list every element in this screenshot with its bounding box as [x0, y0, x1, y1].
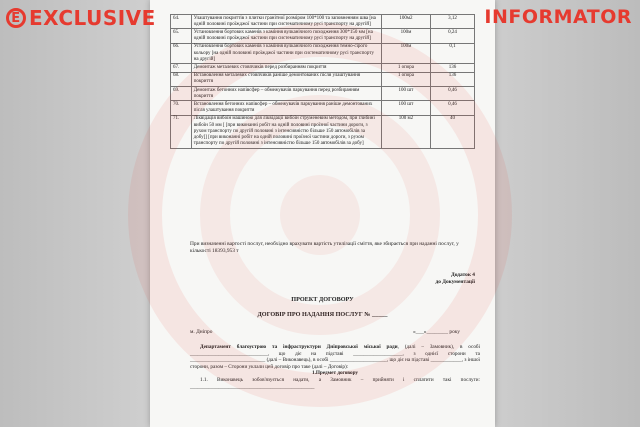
row-description: Установлення бортових каменів з каміння вулканічного походження 300*150 мм [на одній половині проїжджої частини при систематичному русі транспорту на другій] — [191, 29, 381, 43]
row-quantity: 0,24 — [430, 29, 474, 43]
row-unit: 100м — [381, 43, 430, 64]
disposal-note: При визначенні вартості послуг, необхідно врахувати вартість утилізації сміття, яке збирається при наданні послуг, у кількості 18393,953 т — [190, 241, 459, 254]
row-unit: 100 шт — [381, 87, 430, 101]
row-number: 65. — [171, 29, 192, 43]
row-number: 67. — [171, 64, 192, 72]
exclusive-label: EXCLUSIVE — [29, 6, 156, 30]
row-quantity: 0,46 — [430, 101, 474, 115]
annex-line-2: до Документації — [435, 279, 475, 285]
row-unit: 100м — [381, 29, 430, 43]
annex-line-1: Додаток 4 — [451, 272, 475, 278]
document-page — [150, 0, 495, 427]
table-row — [171, 72, 475, 86]
project-title: ПРОЕКТ ДОГОВОРУ — [291, 296, 354, 303]
row-quantity: 0,1 — [430, 43, 474, 64]
row-description: Улаштування покриттів з плитки гранітної розміром 100*100 та заповненням шва [на одній половині проїжджої частини при систематичному русі транспорту на другій] — [191, 15, 381, 29]
row-unit: 100 шт — [381, 101, 430, 115]
informator-logo: INFORMATOR — [484, 6, 632, 28]
table-row — [171, 101, 475, 115]
works-table — [170, 14, 475, 149]
customer-name: Департамент благоустрою та інфраструктури Дніпровської міської ради — [200, 344, 398, 350]
row-description: Встановлення металевих стовпчиків раніше демонтованих після улаштування покриття — [191, 72, 381, 86]
row-number: 68. — [171, 72, 192, 86]
row-number: 71. — [171, 115, 192, 148]
section-heading: 1.Предмет договору — [311, 370, 359, 377]
row-quantity: 136 — [430, 72, 474, 86]
row-description: Демонтаж металевих стовпчиків перед розбиранням покриття — [191, 64, 381, 72]
table-row — [171, 29, 475, 43]
clause-1-1: 1.1. Виконавець зобов'язується надати, а Замовник – прийняти і сплатити такі послуги: ________________________________________________ — [190, 376, 480, 390]
table-row — [171, 87, 475, 101]
contract-body — [190, 344, 480, 390]
row-unit: 100 м2 — [381, 115, 430, 148]
row-number: 70. — [171, 101, 192, 115]
row-description: Установлення бортових каменів з каміння вулканічного походження темно-сірого кольору [на одній половині проїжджої частини при систематичному русі транспорту на другій] — [191, 43, 381, 64]
date: «___»________ року — [412, 329, 460, 335]
row-description: Демонтаж бетонних напівсфер – обмежувачів паркування перед розбиранням покриття — [191, 87, 381, 101]
table-row — [171, 64, 475, 72]
city-date-line — [190, 329, 460, 335]
background-left — [0, 0, 175, 427]
row-unit: 1 опора — [381, 64, 430, 72]
table-row — [171, 43, 475, 64]
row-number: 66. — [171, 43, 192, 64]
row-quantity: 136 — [430, 64, 474, 72]
annex-label — [435, 272, 475, 286]
row-unit: 1 опора — [381, 72, 430, 86]
row-description: Встановлення бетонних напівсфер – обмежувачів паркування раніше демонтованих після улаштування покриття — [191, 101, 381, 115]
contract-title: ДОГОВІР ПРО НАДАННЯ ПОСЛУГ № _____ — [257, 311, 388, 318]
city: м. Дніпро — [190, 329, 213, 335]
parties-paragraph — [190, 344, 480, 370]
row-unit: 100м2 — [381, 15, 430, 29]
row-quantity: 3,12 — [430, 15, 474, 29]
row-number: 69. — [171, 87, 192, 101]
table-row — [171, 115, 475, 148]
parties-text: , (далі – Замовник), в особі ______________________________, що діє на підставі ___________________, з однієї сторони та _____________________________ (далі – Виконавець), в особі ______________________, що діє на підставі ____________, з іншої сторони, разом – Сторони уклали цей договір про таке (далі – Договір): — [190, 344, 481, 370]
table-row — [171, 15, 475, 29]
row-quantity: 0,46 — [430, 87, 474, 101]
row-quantity: 40 — [430, 115, 474, 148]
exclusive-badge — [6, 6, 156, 30]
row-description: Ліквідація вибоїн машиною для ліквідації вибоїн струменевим методом, при глибині вибоїн 50 мм [ [при виконанні робіт на одній половині проїзної частини дороги, з рухом транспорту по другій половині з інтенсивністю більше 150 автомобілів за добу]] [при виконанні робіт на одній половині проїзної частини дороги, з рухом транспорту по другій половині з інтенсивністю більше 150 автомобілів за добу] — [191, 115, 381, 148]
row-number: 64. — [171, 15, 192, 29]
exclusive-e-icon: E — [6, 8, 26, 28]
